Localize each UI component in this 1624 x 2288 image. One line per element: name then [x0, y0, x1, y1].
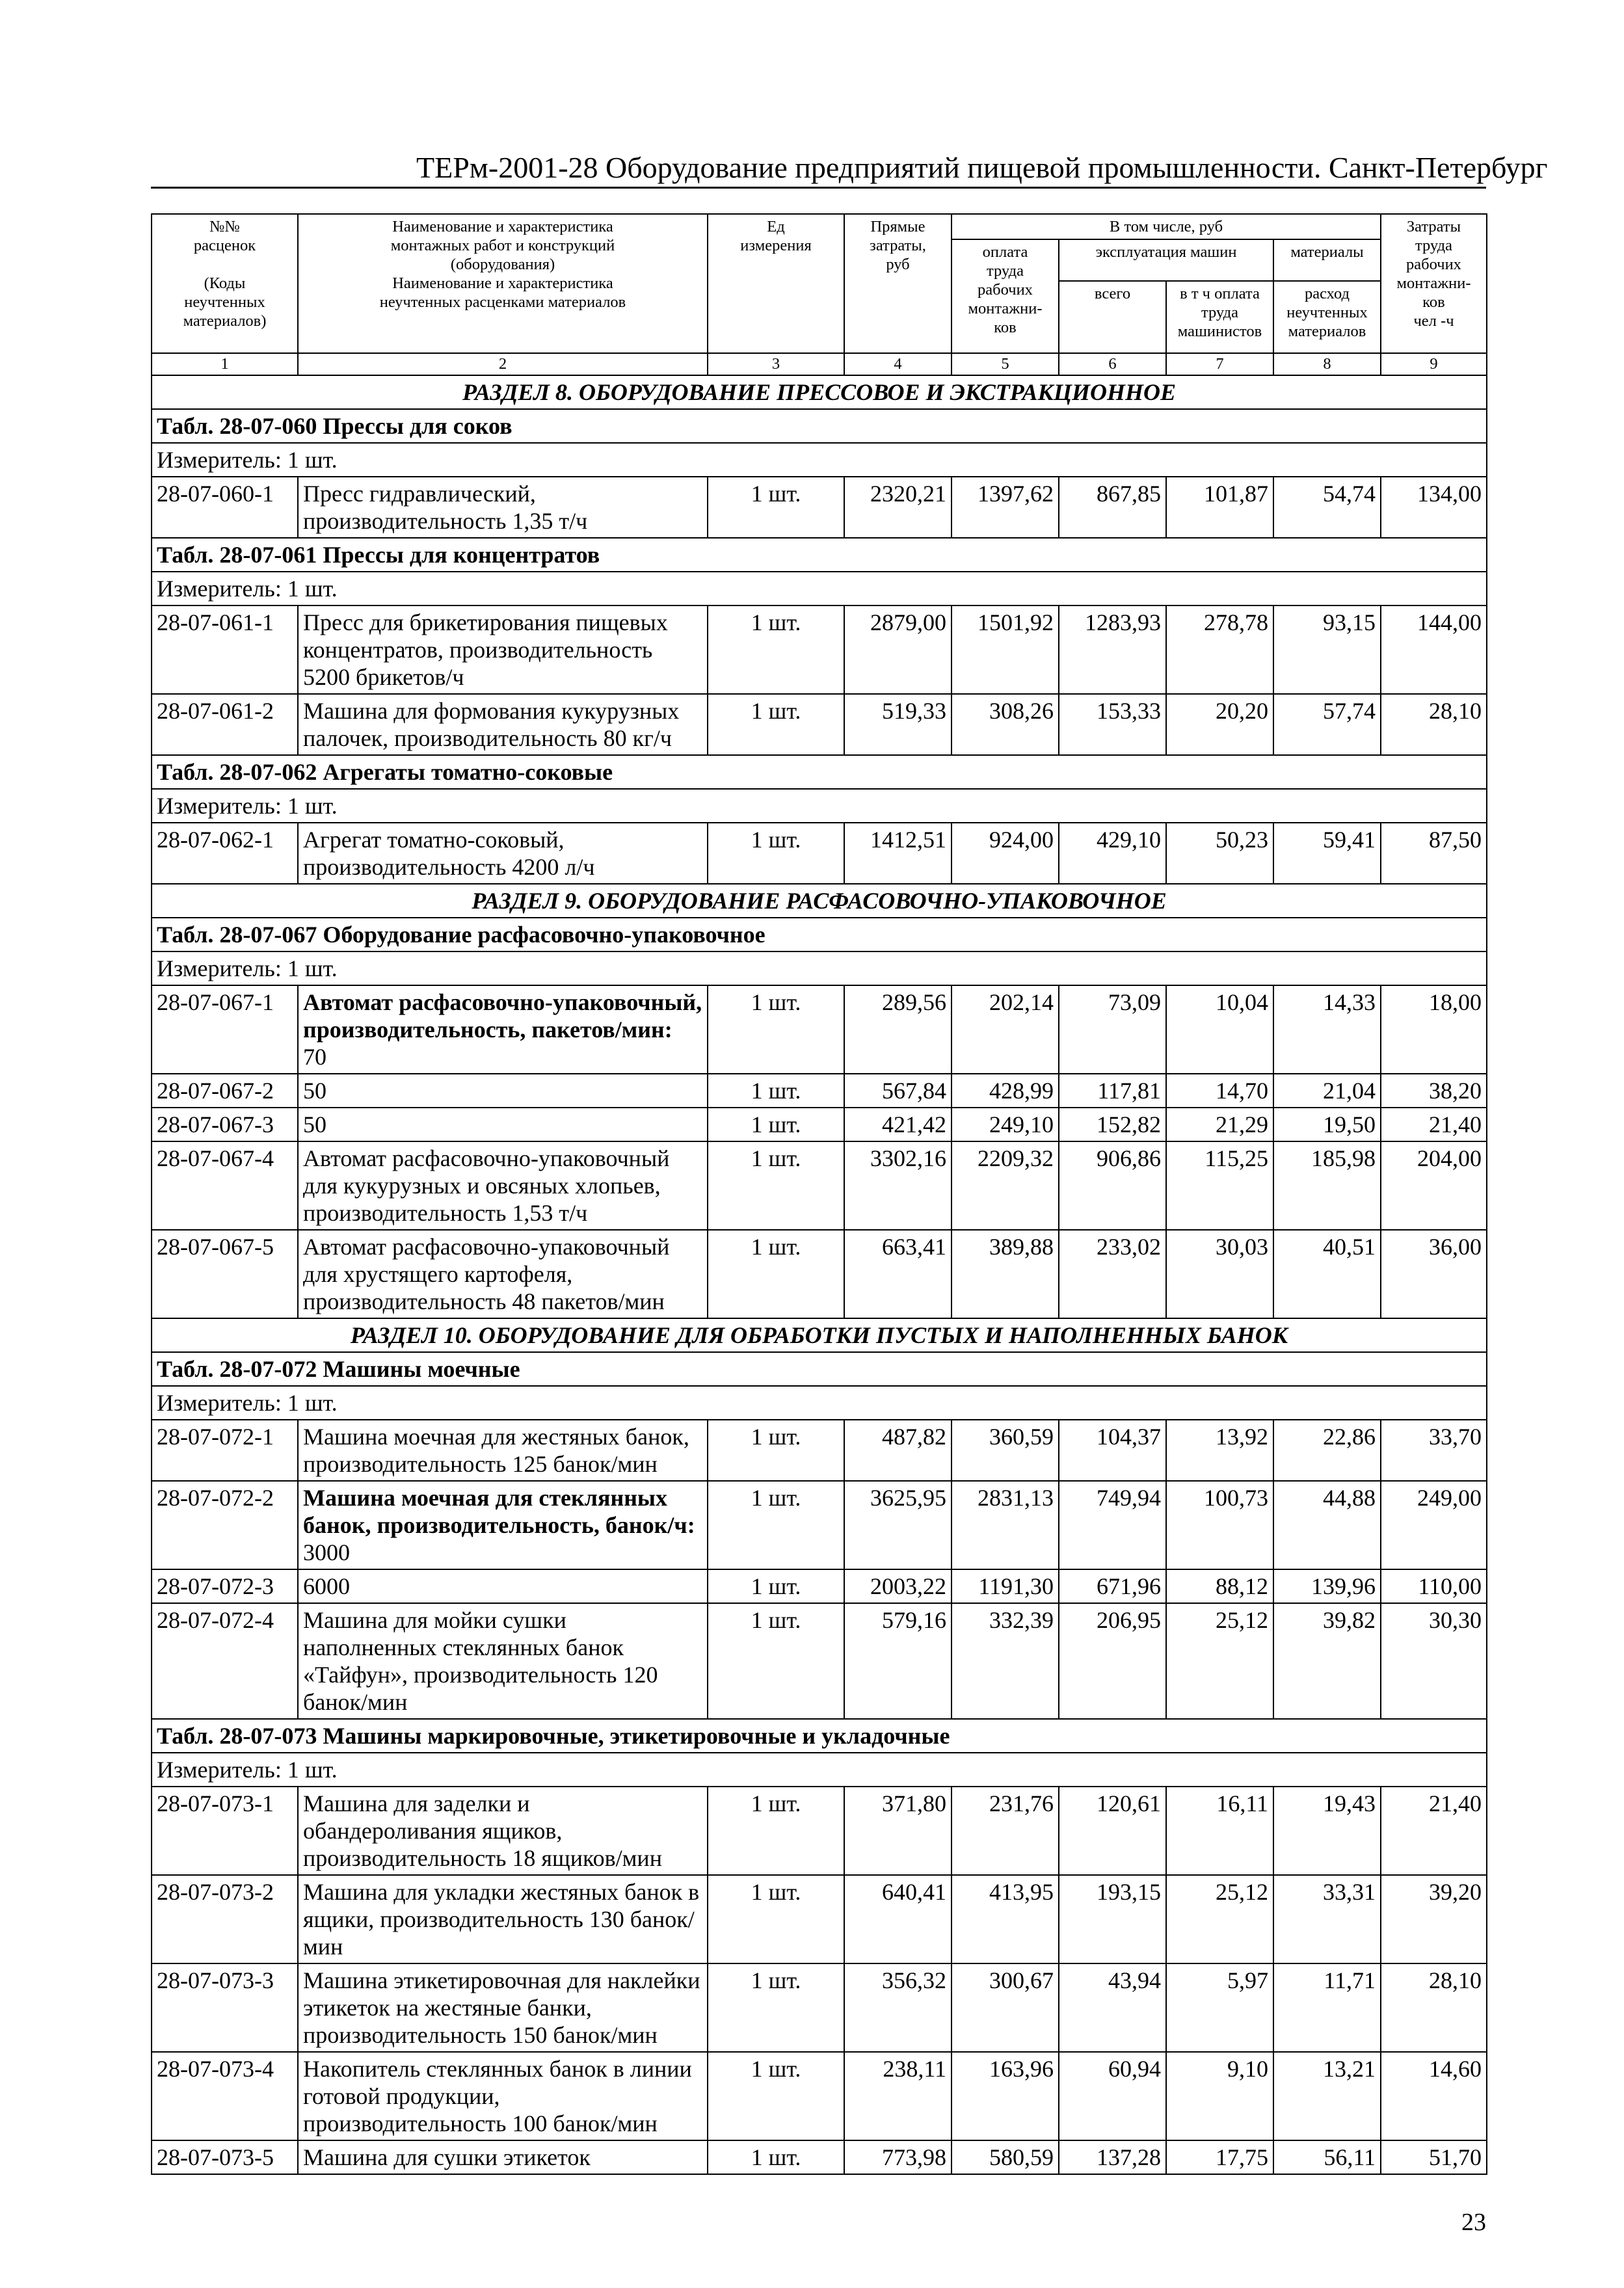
- header-group-machines: эксплуатация машин: [1059, 239, 1273, 281]
- rate-code: 28-07-072-4: [152, 1603, 298, 1719]
- rate-code: 28-07-073-5: [152, 2140, 298, 2174]
- direct-cost-cell: 487,82: [844, 1420, 952, 1481]
- header-col-materials: расход неучтенных материалов: [1273, 281, 1381, 353]
- table-row: [152, 1481, 1487, 1569]
- machinist-wages-cell: 278,78: [1166, 605, 1273, 694]
- materials-cell: 44,88: [1273, 1481, 1381, 1569]
- column-number: 7: [1166, 353, 1273, 375]
- measure-unit-row: [152, 443, 1487, 477]
- unit-cell: 1 шт.: [708, 823, 844, 884]
- labor-cell: 14,60: [1381, 2052, 1487, 2140]
- measure-unit-row: [152, 789, 1487, 823]
- unit-cell: 1 шт.: [708, 1481, 844, 1569]
- materials-cell: 56,11: [1273, 2140, 1381, 2174]
- wages-cell: 413,95: [952, 1875, 1059, 1963]
- unit-cell: 1 шт.: [708, 2140, 844, 2174]
- machines-cell: 749,94: [1059, 1481, 1166, 1569]
- labor-cell: 87,50: [1381, 823, 1487, 884]
- direct-cost-cell: 2320,21: [844, 477, 952, 538]
- labor-cell: 30,30: [1381, 1603, 1487, 1719]
- materials-cell: 40,51: [1273, 1230, 1381, 1318]
- table-title: Табл. 28-07-062 Агрегаты томатно-соковые: [152, 755, 1487, 789]
- table-title-row: [152, 538, 1487, 572]
- labor-cell: 249,00: [1381, 1481, 1487, 1569]
- table-title: Табл. 28-07-072 Машины моечные: [152, 1352, 1487, 1386]
- machinist-wages-cell: 25,12: [1166, 1603, 1273, 1719]
- rate-code: 28-07-073-4: [152, 2052, 298, 2140]
- rate-code: 28-07-072-3: [152, 1569, 298, 1603]
- labor-cell: 204,00: [1381, 1141, 1487, 1230]
- table-row: [152, 1787, 1487, 1875]
- rate-code: 28-07-062-1: [152, 823, 298, 884]
- table-body: [152, 375, 1487, 2174]
- direct-cost-cell: 371,80: [844, 1787, 952, 1875]
- wages-cell: 300,67: [952, 1963, 1059, 2052]
- labor-cell: 39,20: [1381, 1875, 1487, 1963]
- header-col-direct: Прямые затраты, руб: [844, 214, 952, 353]
- table-row: [152, 823, 1487, 884]
- machines-cell: 193,15: [1059, 1875, 1166, 1963]
- rate-name: Агрегат томатно-соковый, производительность 4200 л/ч: [298, 823, 708, 884]
- running-header: ТЕРм-2001-28 Оборудование предприятий пищевой промышленности. Санкт-Петербург: [416, 151, 1548, 184]
- materials-cell: 33,31: [1273, 1875, 1381, 1963]
- column-number: 9: [1381, 353, 1487, 375]
- rate-code: 28-07-067-4: [152, 1141, 298, 1230]
- direct-cost-cell: 3302,16: [844, 1141, 952, 1230]
- rate-name: Машина для формования кукурузных палочек, производительность 80 кг/ч: [298, 694, 708, 755]
- rate-name: Машина для мойки сушки наполненных стеклянных банок «Тайфун», производительность 120 банок/мин: [298, 1603, 708, 1719]
- rate-code: 28-07-061-2: [152, 694, 298, 755]
- wages-cell: 202,14: [952, 985, 1059, 1074]
- wages-cell: 2209,32: [952, 1141, 1059, 1230]
- machines-cell: 120,61: [1059, 1787, 1166, 1875]
- header-rule: [151, 187, 1486, 189]
- materials-cell: 93,15: [1273, 605, 1381, 694]
- wages-cell: 1501,92: [952, 605, 1059, 694]
- materials-cell: 21,04: [1273, 1074, 1381, 1108]
- wages-cell: 231,76: [952, 1787, 1059, 1875]
- direct-cost-cell: 640,41: [844, 1875, 952, 1963]
- table-title-row: [152, 1352, 1487, 1386]
- rate-name: Пресс для брикетирования пищевых концентратов, производительность 5200 брикетов/ч: [298, 605, 708, 694]
- materials-cell: 54,74: [1273, 477, 1381, 538]
- measure-unit-row: [152, 1386, 1487, 1420]
- wages-cell: 1397,62: [952, 477, 1059, 538]
- labor-cell: 21,40: [1381, 1787, 1487, 1875]
- measure-unit: Измеритель: 1 шт.: [152, 789, 1487, 823]
- direct-cost-cell: 2879,00: [844, 605, 952, 694]
- wages-cell: 1191,30: [952, 1569, 1059, 1603]
- section-title-row: [152, 375, 1487, 409]
- section-title: РАЗДЕЛ 10. ОБОРУДОВАНИЕ ДЛЯ ОБРАБОТКИ ПУСТЫХ И НАПОЛНЕННЫХ БАНОК: [152, 1318, 1487, 1352]
- machinist-wages-cell: 101,87: [1166, 477, 1273, 538]
- wages-cell: 163,96: [952, 2052, 1059, 2140]
- wages-cell: 308,26: [952, 694, 1059, 755]
- unit-cell: 1 шт.: [708, 1074, 844, 1108]
- wages-cell: 580,59: [952, 2140, 1059, 2174]
- table-title-row: [152, 409, 1487, 443]
- header-group-including: В том числе, руб: [952, 214, 1381, 239]
- machines-cell: 137,28: [1059, 2140, 1166, 2174]
- rate-name: Машина для заделки и обандероливания ящиков, производительность 18 ящиков/мин: [298, 1787, 708, 1875]
- table-row: [152, 1963, 1487, 2052]
- unit-cell: 1 шт.: [708, 2052, 844, 2140]
- table-title-row: [152, 918, 1487, 951]
- machinist-wages-cell: 88,12: [1166, 1569, 1273, 1603]
- wages-cell: 360,59: [952, 1420, 1059, 1481]
- direct-cost-cell: 519,33: [844, 694, 952, 755]
- group-heading: [298, 985, 708, 1074]
- header-col-name: Наименование и характеристика монтажных работ и конструкций (оборудования) Наименование и характеристика неучтенных расценками материалов: [298, 214, 708, 353]
- column-number: 5: [952, 353, 1059, 375]
- table-row: [152, 1141, 1487, 1230]
- rate-name: 70: [303, 1044, 326, 1070]
- table-row: [152, 985, 1487, 1074]
- unit-cell: 1 шт.: [708, 694, 844, 755]
- machines-cell: 60,94: [1059, 2052, 1166, 2140]
- wages-cell: 2831,13: [952, 1481, 1059, 1569]
- labor-cell: 51,70: [1381, 2140, 1487, 2174]
- table-title: Табл. 28-07-067 Оборудование расфасовочно-упаковочное: [152, 918, 1487, 951]
- materials-cell: 14,33: [1273, 985, 1381, 1074]
- table-title: Табл. 28-07-073 Машины маркировочные, этикетировочные и укладочные: [152, 1719, 1487, 1753]
- labor-cell: 144,00: [1381, 605, 1487, 694]
- wages-cell: 389,88: [952, 1230, 1059, 1318]
- unit-cell: 1 шт.: [708, 477, 844, 538]
- table-row: [152, 1569, 1487, 1603]
- table-row: [152, 1074, 1487, 1108]
- direct-cost-cell: 421,42: [844, 1108, 952, 1141]
- section-title-row: [152, 884, 1487, 918]
- group-heading-text: Автомат расфасовочно-упаковочный, производительность, пакетов/мин:: [303, 989, 702, 1043]
- table-title-row: [152, 755, 1487, 789]
- table-row: [152, 1420, 1487, 1481]
- labor-cell: 18,00: [1381, 985, 1487, 1074]
- machinist-wages-cell: 20,20: [1166, 694, 1273, 755]
- labor-cell: 134,00: [1381, 477, 1487, 538]
- table-row: [152, 1875, 1487, 1963]
- table-title: Табл. 28-07-061 Прессы для концентратов: [152, 538, 1487, 572]
- machines-cell: 906,86: [1059, 1141, 1166, 1230]
- table-title: Табл. 28-07-060 Прессы для соков: [152, 409, 1487, 443]
- section-title: РАЗДЕЛ 9. ОБОРУДОВАНИЕ РАСФАСОВОЧНО-УПАКОВОЧНОЕ: [152, 884, 1487, 918]
- table-row: [152, 1108, 1487, 1141]
- direct-cost-cell: 2003,22: [844, 1569, 952, 1603]
- direct-cell: 3625,95: [844, 1481, 952, 1569]
- column-number: 6: [1059, 353, 1166, 375]
- wages-cell: 428,99: [952, 1074, 1059, 1108]
- header-col-labor: Затраты труда рабочих монтажни- ков чел -ч: [1381, 214, 1487, 353]
- machinist-wages-cell: 10,04: [1166, 985, 1273, 1074]
- labor-cell: 21,40: [1381, 1108, 1487, 1141]
- materials-cell: 19,50: [1273, 1108, 1381, 1141]
- rate-code: 28-07-067-5: [152, 1230, 298, 1318]
- group-heading: [298, 1481, 708, 1569]
- table-row: [152, 1230, 1487, 1318]
- page-number: 23: [1461, 2209, 1486, 2236]
- materials-cell: 57,74: [1273, 694, 1381, 755]
- column-number: 2: [298, 353, 708, 375]
- wages-cell: 249,10: [952, 1108, 1059, 1141]
- materials-cell: 139,96: [1273, 1569, 1381, 1603]
- section-title-row: [152, 1318, 1487, 1352]
- rate-name: Автомат расфасовочно-упаковочный для кукурузных и овсяных хлопьев, производительность 1,53 т/ч: [298, 1141, 708, 1230]
- unit-cell: 1 шт.: [708, 1141, 844, 1230]
- machines-cell: 1283,93: [1059, 605, 1166, 694]
- measure-unit: Измеритель: 1 шт.: [152, 1753, 1487, 1787]
- rate-name: Автомат расфасовочно-упаковочный для хрустящего картофеля, производительность 48 пакетов/мин: [298, 1230, 708, 1318]
- machines-cell: 671,96: [1059, 1569, 1166, 1603]
- materials-cell: 11,71: [1273, 1963, 1381, 2052]
- group-heading-text: Машина моечная для стеклянных банок, производительность, банок/ч:: [303, 1485, 695, 1538]
- table-row: [152, 1603, 1487, 1719]
- machinist-wages-cell: 5,97: [1166, 1963, 1273, 2052]
- machinist-wages-cell: 50,23: [1166, 823, 1273, 884]
- header-col-wages: оплата труда рабочих монтажни- ков: [952, 239, 1059, 353]
- labor-cell: 28,10: [1381, 694, 1487, 755]
- machines-cell: 152,82: [1059, 1108, 1166, 1141]
- header-col-machinist-wages: в т ч оплата труда машинистов: [1166, 281, 1273, 353]
- unit-cell: 1 шт.: [708, 605, 844, 694]
- section-title: РАЗДЕЛ 8. ОБОРУДОВАНИЕ ПРЕССОВОЕ И ЭКСТРАКЦИОННОЕ: [152, 375, 1487, 409]
- header-col-machines-total: всего: [1059, 281, 1166, 353]
- column-number: 8: [1273, 353, 1381, 375]
- unit-cell: 1 шт.: [708, 1569, 844, 1603]
- unit-cell: 1 шт.: [708, 1603, 844, 1719]
- machinist-wages-cell: 115,25: [1166, 1141, 1273, 1230]
- table-row: [152, 2140, 1487, 2174]
- unit-cell: 1 шт.: [708, 985, 844, 1074]
- machinist-wages-cell: 17,75: [1166, 2140, 1273, 2174]
- rate-code: 28-07-072-2: [152, 1481, 298, 1569]
- measure-unit: Измеритель: 1 шт.: [152, 951, 1487, 985]
- direct-cost-cell: 356,32: [844, 1963, 952, 2052]
- materials-cell: 22,86: [1273, 1420, 1381, 1481]
- measure-unit-row: [152, 1753, 1487, 1787]
- machines-cell: 73,09: [1059, 985, 1166, 1074]
- unit-cell: 1 шт.: [708, 1875, 844, 1963]
- table-row: [152, 605, 1487, 694]
- direct-cost-cell: 579,16: [844, 1603, 952, 1719]
- rate-name: Машина для укладки жестяных банок в ящики, производительность 130 банок/мин: [298, 1875, 708, 1963]
- machines-cell: 43,94: [1059, 1963, 1166, 2052]
- column-numbers-row: [152, 353, 1487, 375]
- labor-cell: 38,20: [1381, 1074, 1487, 1108]
- labor-cell: 33,70: [1381, 1420, 1487, 1481]
- direct-cost-cell: 663,41: [844, 1230, 952, 1318]
- header-col-code: №№ расценок (Коды неучтенных материалов): [152, 214, 298, 353]
- rate-code: 28-07-073-1: [152, 1787, 298, 1875]
- direct-cost-cell: 238,11: [844, 2052, 952, 2140]
- header-col-unit: Ед измерения: [708, 214, 844, 353]
- machines-cell: 117,81: [1059, 1074, 1166, 1108]
- machines-cell: 233,02: [1059, 1230, 1166, 1318]
- rate-name: Машина для сушки этикеток: [298, 2140, 708, 2174]
- measure-unit-row: [152, 951, 1487, 985]
- rate-name: Накопитель стеклянных банок в линии готовой продукции, производительность 100 банок/мин: [298, 2052, 708, 2140]
- rates-table: [151, 213, 1487, 2175]
- rate-name: 6000: [298, 1569, 708, 1603]
- materials-cell: 13,21: [1273, 2052, 1381, 2140]
- table-row: [152, 477, 1487, 538]
- direct-cost-cell: 1412,51: [844, 823, 952, 884]
- labor-cell: 110,00: [1381, 1569, 1487, 1603]
- machinist-wages-cell: 25,12: [1166, 1875, 1273, 1963]
- table-title-row: [152, 1719, 1487, 1753]
- table-row: [152, 2052, 1487, 2140]
- measure-unit: Измеритель: 1 шт.: [152, 572, 1487, 605]
- machinist-wages-cell: 21,29: [1166, 1108, 1273, 1141]
- rate-code: 28-07-060-1: [152, 477, 298, 538]
- unit-cell: 1 шт.: [708, 1108, 844, 1141]
- rate-name: 50: [298, 1108, 708, 1141]
- measure-unit: Измеритель: 1 шт.: [152, 443, 1487, 477]
- machinist-wages-cell: 16,11: [1166, 1787, 1273, 1875]
- table-header: [152, 214, 1487, 375]
- column-number: 1: [152, 353, 298, 375]
- materials-cell: 39,82: [1273, 1603, 1381, 1719]
- materials-cell: 19,43: [1273, 1787, 1381, 1875]
- labor-cell: 36,00: [1381, 1230, 1487, 1318]
- direct-cell: 289,56: [844, 985, 952, 1074]
- machines-cell: 104,37: [1059, 1420, 1166, 1481]
- machinist-wages-cell: 9,10: [1166, 2052, 1273, 2140]
- machines-cell: 153,33: [1059, 694, 1166, 755]
- machines-cell: 429,10: [1059, 823, 1166, 884]
- wages-cell: 924,00: [952, 823, 1059, 884]
- rate-name: Пресс гидравлический, производительность 1,35 т/ч: [298, 477, 708, 538]
- rate-name: 3000: [303, 1539, 350, 1565]
- rate-name: 50: [298, 1074, 708, 1108]
- machinist-wages-cell: 14,70: [1166, 1074, 1273, 1108]
- unit-cell: 1 шт.: [708, 1787, 844, 1875]
- materials-cell: 59,41: [1273, 823, 1381, 884]
- header-group-materials: материалы: [1273, 239, 1381, 281]
- machinist-wages-cell: 100,73: [1166, 1481, 1273, 1569]
- rate-code: 28-07-067-2: [152, 1074, 298, 1108]
- machinist-wages-cell: 13,92: [1166, 1420, 1273, 1481]
- column-number: 3: [708, 353, 844, 375]
- unit-cell: 1 шт.: [708, 1230, 844, 1318]
- rate-name: Машина моечная для жестяных банок, производительность 125 банок/мин: [298, 1420, 708, 1481]
- rate-code: 28-07-072-1: [152, 1420, 298, 1481]
- unit-cell: 1 шт.: [708, 1963, 844, 2052]
- rate-name: Машина этикетировочная для наклейки этикеток на жестяные банки, производительность 150 банок/мин: [298, 1963, 708, 2052]
- machinist-wages-cell: 30,03: [1166, 1230, 1273, 1318]
- unit-cell: 1 шт.: [708, 1420, 844, 1481]
- rate-code: 28-07-061-1: [152, 605, 298, 694]
- rate-code: 28-07-073-2: [152, 1875, 298, 1963]
- measure-unit-row: [152, 572, 1487, 605]
- table-row: [152, 694, 1487, 755]
- direct-cost-cell: 773,98: [844, 2140, 952, 2174]
- labor-cell: 28,10: [1381, 1963, 1487, 2052]
- materials-cell: 185,98: [1273, 1141, 1381, 1230]
- machines-cell: 206,95: [1059, 1603, 1166, 1719]
- column-number: 4: [844, 353, 952, 375]
- direct-cost-cell: 567,84: [844, 1074, 952, 1108]
- rate-code: 28-07-067-1: [152, 985, 298, 1074]
- rate-code: 28-07-067-3: [152, 1108, 298, 1141]
- wages-cell: 332,39: [952, 1603, 1059, 1719]
- measure-unit: Измеритель: 1 шт.: [152, 1386, 1487, 1420]
- machines-cell: 867,85: [1059, 477, 1166, 538]
- rate-code: 28-07-073-3: [152, 1963, 298, 2052]
